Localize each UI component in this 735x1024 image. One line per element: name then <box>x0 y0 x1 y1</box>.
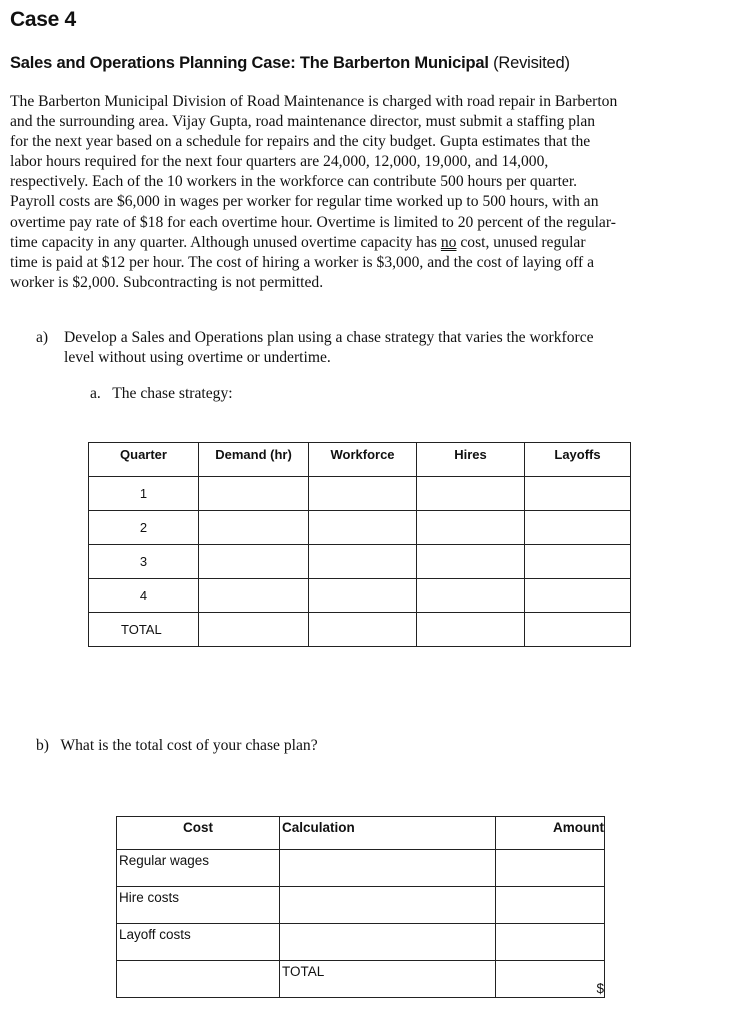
quarter-cell: 2 <box>89 511 199 545</box>
intro-text: time capacity in any quarter. Although unused overtime capacity has <box>10 233 437 251</box>
layoffs-cell[interactable] <box>525 545 631 579</box>
table-row <box>89 579 631 613</box>
case-title: Case 4 <box>10 8 76 31</box>
table-row <box>117 850 605 887</box>
table-row <box>89 477 631 511</box>
table-header-row <box>117 817 605 850</box>
case-subtitle <box>10 54 570 73</box>
question-a-label: a) <box>36 329 49 346</box>
workforce-cell[interactable] <box>309 477 417 511</box>
workforce-total-cell[interactable] <box>309 613 417 647</box>
total-label: TOTAL <box>89 613 199 647</box>
header-demand: Demand (hr) <box>199 443 309 477</box>
layoffs-cell[interactable] <box>525 511 631 545</box>
intro-line: and the surrounding area. Vijay Gupta, road maintenance director, must submit a staffing plan <box>10 113 596 131</box>
amount-cell[interactable] <box>496 850 605 887</box>
chase-strategy-table <box>88 442 631 647</box>
intro-line: The Barberton Municipal Division of Road Maintenance is charged with road repair in Barberton <box>10 93 618 110</box>
workforce-cell[interactable] <box>309 511 417 545</box>
calculation-cell[interactable] <box>280 850 496 887</box>
header-calculation: Calculation <box>280 817 496 850</box>
hires-cell[interactable] <box>417 545 525 579</box>
quarter-cell: 1 <box>89 477 199 511</box>
intro-line: overtime pay rate of $18 for each overtime hour. Overtime is limited to 20 percent of the regular- <box>10 213 616 231</box>
intro-line: labor hours required for the next four quarters are 24,000, 12,000, 19,000, and 14,000, <box>10 153 549 171</box>
total-cost-table <box>116 816 605 998</box>
question-a-line: Develop a Sales and Operations plan using a chase strategy that varies the workforce <box>64 329 594 346</box>
question-b: b) What is the total cost of your chase plan? <box>36 737 318 754</box>
header-layoffs: Layoffs <box>525 443 631 477</box>
intro-text: cost, unused regular <box>460 233 586 251</box>
demand-cell[interactable] <box>199 579 309 613</box>
cost-label-cell: Layoff costs <box>117 924 280 961</box>
intro-line: respectively. Each of the 10 workers in the workforce can contribute 500 hours per quarter. <box>10 173 578 191</box>
hires-cell[interactable] <box>417 477 525 511</box>
empty-cell <box>117 961 280 998</box>
question-a-text <box>64 328 724 368</box>
layoffs-cell[interactable] <box>525 477 631 511</box>
chase-strategy-heading: a. The chase strategy: <box>90 385 233 402</box>
layoffs-total-cell[interactable] <box>525 613 631 647</box>
underlined-word: no <box>440 233 457 251</box>
total-amount-cell[interactable] <box>496 961 605 998</box>
amount-cell[interactable] <box>496 887 605 924</box>
table-row <box>89 545 631 579</box>
cost-label-cell: Regular wages <box>117 850 280 887</box>
subtitle-revisited: (Revisited) <box>493 54 570 72</box>
intro-line: Payroll costs are $6,000 in wages per worker for regular time worked up to 500 hours, with an <box>10 193 599 211</box>
cost-label-cell: Hire costs <box>117 887 280 924</box>
table-row <box>117 924 605 961</box>
quarter-cell: 3 <box>89 545 199 579</box>
header-amount: Amount <box>496 817 605 850</box>
hires-total-cell[interactable] <box>417 613 525 647</box>
demand-total-cell[interactable] <box>199 613 309 647</box>
case-description <box>10 92 718 293</box>
workforce-cell[interactable] <box>309 579 417 613</box>
intro-line: worker is $2,000. Subcontracting is not permitted. <box>10 273 324 291</box>
intro-line: for the next year based on a schedule for repairs and the city budget. Gupta estimates that the <box>10 133 591 151</box>
subtitle-main: Sales and Operations Planning Case: The Barberton Municipal <box>10 54 489 72</box>
question-a-line: level without using overtime or undertime. <box>64 349 331 366</box>
intro-line <box>10 233 718 253</box>
workforce-cell[interactable] <box>309 545 417 579</box>
header-quarter: Quarter <box>89 443 199 477</box>
demand-cell[interactable] <box>199 477 309 511</box>
total-row <box>89 613 631 647</box>
currency-symbol: $ <box>596 981 604 996</box>
amount-cell[interactable] <box>496 924 605 961</box>
header-cost: Cost <box>117 817 280 850</box>
total-label: TOTAL <box>280 961 496 998</box>
demand-cell[interactable] <box>199 511 309 545</box>
table-header-row <box>89 443 631 477</box>
quarter-cell: 4 <box>89 579 199 613</box>
header-hires: Hires <box>417 443 525 477</box>
header-workforce: Workforce <box>309 443 417 477</box>
intro-line: time is paid at $12 per hour. The cost of hiring a worker is $3,000, and the cost of laying off a <box>10 253 595 271</box>
hires-cell[interactable] <box>417 579 525 613</box>
demand-cell[interactable] <box>199 545 309 579</box>
table-row <box>89 511 631 545</box>
calculation-cell[interactable] <box>280 924 496 961</box>
table-row <box>117 887 605 924</box>
calculation-cell[interactable] <box>280 887 496 924</box>
hires-cell[interactable] <box>417 511 525 545</box>
layoffs-cell[interactable] <box>525 579 631 613</box>
total-row <box>117 961 605 998</box>
